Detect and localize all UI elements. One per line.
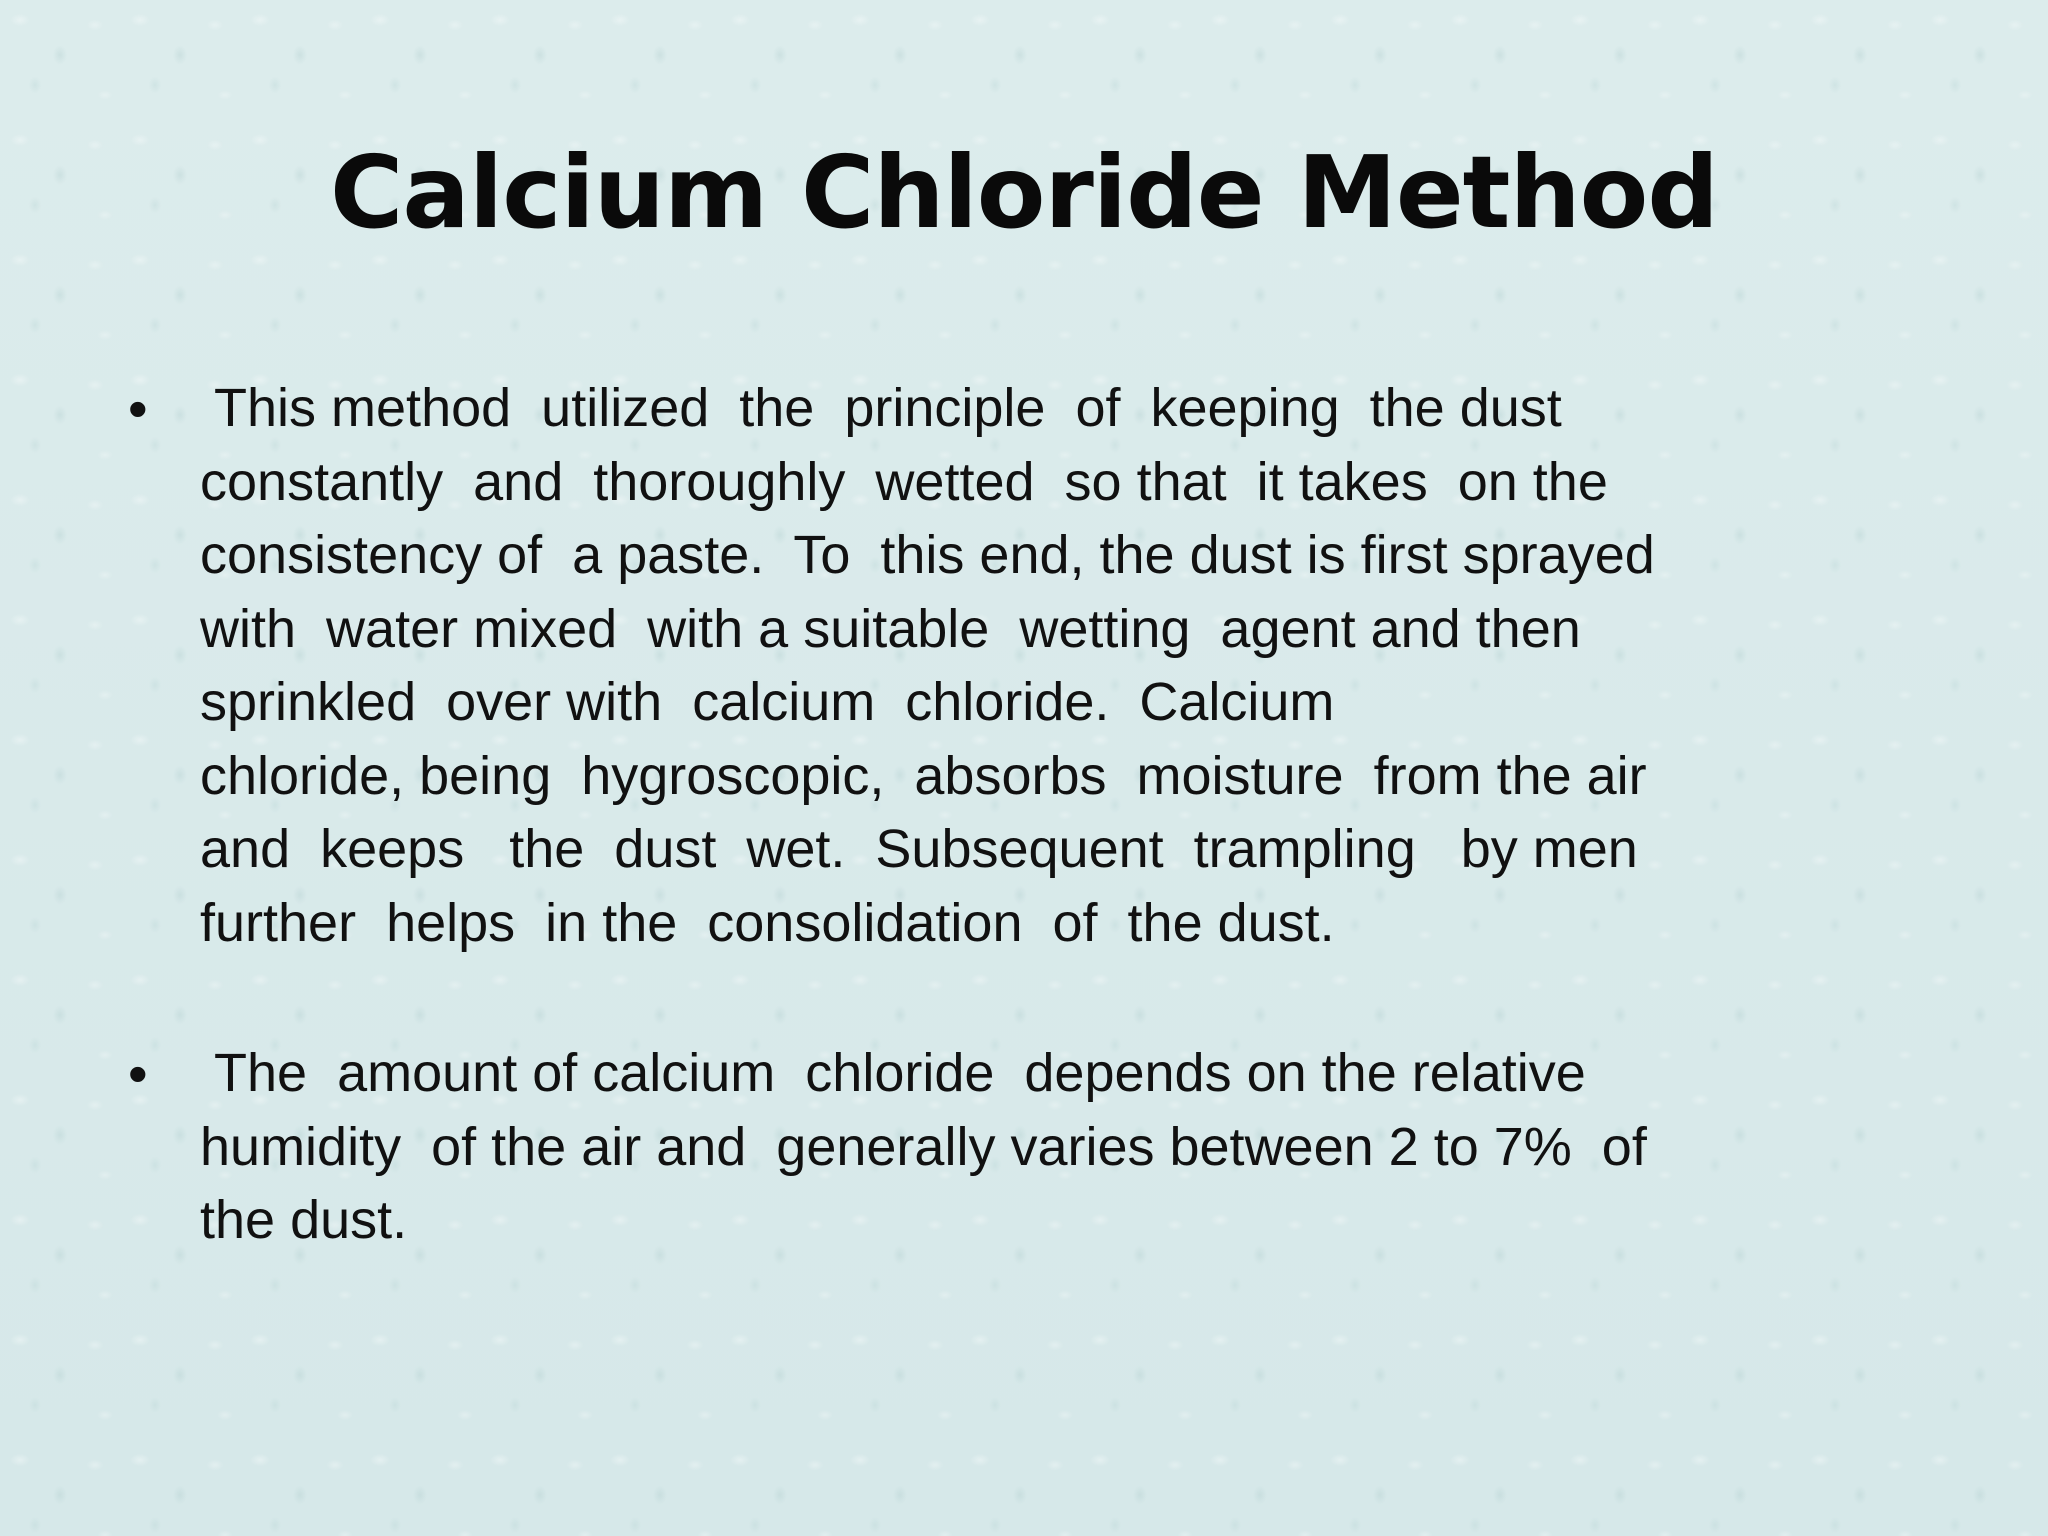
- bullet-line: This method utilized the principle of keeping the dust: [200, 378, 1562, 438]
- bullet-item: [120, 1037, 1910, 1258]
- bullet-line: humidity of the air and generally varies between 2 to 7% of: [200, 1116, 1647, 1177]
- bullet-line: The amount of calcium chloride depends on the relative: [200, 1043, 1586, 1103]
- bullet-line: chloride, being hygroscopic, absorbs moisture from the air: [200, 745, 1647, 806]
- bullet-marker: •: [128, 377, 148, 440]
- bullet-line: further helps in the consolidation of the dust.: [200, 892, 1335, 953]
- slide-title: Calcium Chloride Method: [330, 134, 1718, 251]
- bullet-item: [120, 372, 1910, 960]
- bullet-line: constantly and thoroughly wetted so that it takes on the: [200, 451, 1608, 512]
- bullet-line: sprinkled over with calcium chloride. Calcium: [200, 672, 1335, 732]
- bullet-marker: •: [128, 1042, 148, 1105]
- bullet-text: [200, 372, 1910, 960]
- bullet-line: consistency of a paste. To this end, the dust is first sprayed: [200, 525, 1655, 585]
- bullet-text: [200, 1037, 1910, 1258]
- bullet-list: [120, 372, 1910, 1258]
- bullet-line: and keeps the dust wet. Subsequent trampling by men: [200, 819, 1638, 879]
- bullet-line: the dust.: [200, 1190, 408, 1250]
- bullet-line: with water mixed with a suitable wetting agent and then: [200, 598, 1581, 659]
